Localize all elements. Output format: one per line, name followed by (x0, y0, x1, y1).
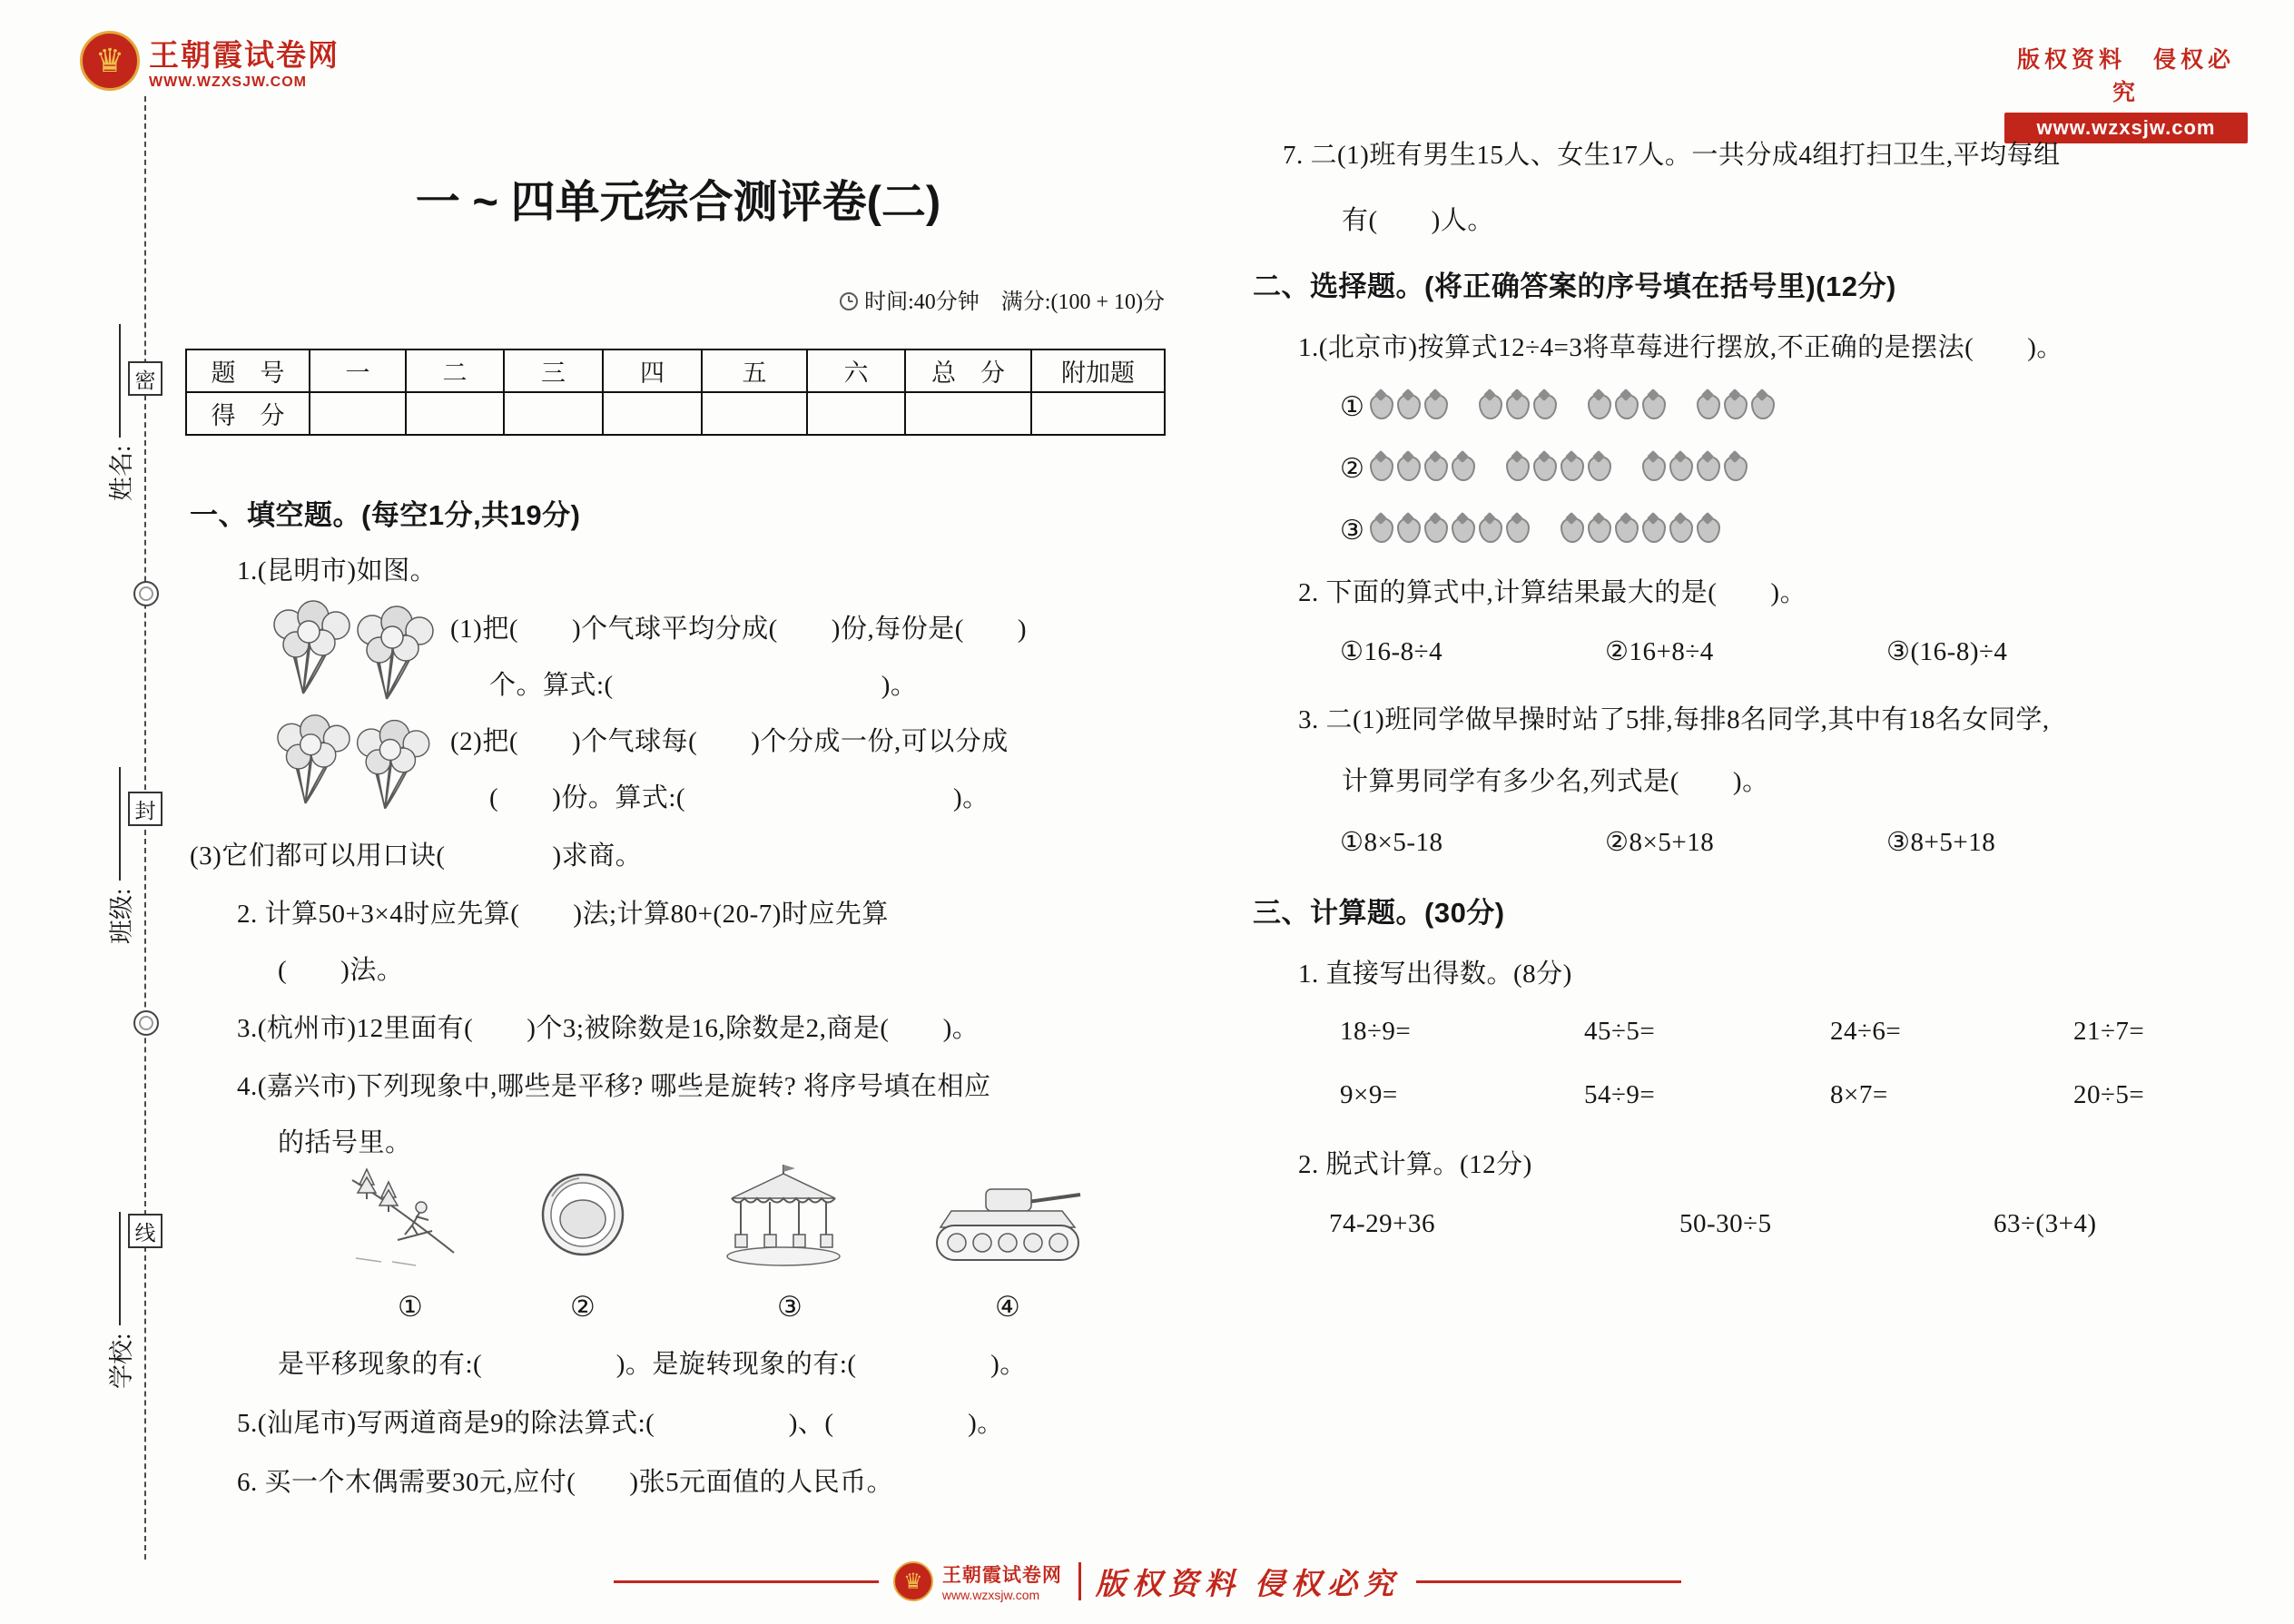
copyright-block (2004, 42, 2248, 143)
logo-url: WWW.WZXSJW.COM (149, 74, 307, 90)
s1-q1-part2-line1: (2)把( )个气球每( )个分成一份,可以分成 (450, 727, 1009, 756)
s2-q1-stem: 1.(北京市)按算式12÷4=3将草莓进行摆放,不正确的是摆法( )。 (1298, 333, 2063, 362)
strawberry-icon (1588, 394, 1611, 419)
exam-meta-text: 时间:40分钟 满分:(100 + 10)分 (864, 290, 1165, 314)
score-col-header: 附加题 (1031, 349, 1165, 392)
strawberry-icon (1370, 456, 1393, 481)
strawberry-arrangement-1 (1340, 381, 1804, 432)
s3-q2-stem: 2. 脱式计算。(12分) (1298, 1150, 1532, 1179)
score-cell (406, 392, 504, 435)
seal-char: 封 (134, 799, 156, 822)
score-col-header: 一 (310, 349, 406, 392)
strawberry-icon (1506, 394, 1530, 419)
calc-item: 20÷5= (2073, 1080, 2145, 1109)
score-cell (807, 392, 905, 435)
footer-rule-left (614, 1580, 879, 1583)
s1-q6: 6. 买一个木偶需要30元,应付( )张5元面值的人民币。 (237, 1468, 894, 1497)
section1-title: 一、填空题。(每空1分,共19分) (190, 499, 581, 531)
strawberry-icon (1669, 456, 1693, 481)
strawberry-icon (1452, 517, 1475, 543)
calc-expression: 74-29+36 (1329, 1209, 1436, 1238)
q4-image-label-3: ③ (777, 1291, 803, 1323)
copyright-url-banner: www.wzxsjw.com (2004, 113, 2248, 143)
score-col-header: 总 分 (905, 349, 1031, 392)
footer-logo-title: 王朝霞试卷网 (941, 1565, 1062, 1586)
footer-rule-right (1416, 1580, 1681, 1583)
clock-icon (839, 291, 859, 311)
seal-char: 密 (134, 369, 156, 392)
calc-item: 21÷7= (2073, 1017, 2145, 1046)
strawberry-icon (1424, 394, 1448, 419)
strawberry-icon (1751, 394, 1775, 419)
s1-q7-line2: 有( )人。 (1342, 206, 1494, 235)
strawberry-icon (1397, 517, 1421, 543)
footer-divider (1078, 1562, 1081, 1600)
s1-q1-part1-line1: (1)把( )个气球平均分成( )份,每份是( ) (450, 615, 1028, 644)
q4-image-label-4: ④ (995, 1291, 1021, 1323)
strawberry-icon (1479, 394, 1502, 419)
strawberry-icon (1724, 456, 1748, 481)
strawberry-icon (1424, 517, 1448, 543)
carousel-image (717, 1162, 850, 1271)
s1-q1-part3: (3)它们都可以用口诀( )求商。 (190, 842, 643, 871)
balloons-illustration-2 (261, 712, 439, 822)
name-write-line (119, 324, 121, 438)
strawberry-icon (1370, 517, 1393, 543)
score-col-header: 二 (406, 349, 504, 392)
wheel-image (539, 1171, 626, 1258)
s1-q2-line2: ( )法。 (278, 956, 404, 985)
s1-q3: 3.(杭州市)12里面有( )个3;被除数是16,除数是2,商是( )。 (237, 1014, 980, 1043)
class-write-line (119, 767, 121, 881)
s1-q1-stem: 1.(昆明市)如图。 (237, 556, 438, 586)
s3-q1-stem: 1. 直接写出得数。(8分) (1298, 960, 1572, 989)
name-field-label (102, 324, 137, 501)
strawberry-icon (1724, 394, 1748, 419)
page-title: 一 ~ 四单元综合测评卷(二) (415, 178, 941, 227)
exam-meta (185, 283, 1165, 315)
footer-copyright-notice: 版权资料 侵权必究 (1095, 1568, 1401, 1601)
strawberry-icon (1697, 517, 1720, 543)
strawberry-icon (1452, 456, 1475, 481)
arrangement-label: ③ (1340, 515, 1364, 546)
calc-expression: 50-30÷5 (1679, 1209, 1772, 1238)
s1-q1-part2-line2: ( )份。算式:( )。 (489, 783, 989, 812)
site-logo (80, 31, 340, 91)
strawberry-icon (1533, 394, 1557, 419)
strawberry-icon (1506, 517, 1530, 543)
strawberry-groups (1368, 517, 1749, 543)
score-cell (702, 392, 807, 435)
strawberry-icon (1642, 394, 1666, 419)
score-table-score-row (186, 392, 1165, 435)
s1-q2-line1: 2. 计算50+3×4时应先算( )法;计算80+(20-7)时应先算 (237, 900, 889, 929)
calc-item: 45÷5= (1584, 1017, 1656, 1046)
strawberry-icon (1588, 517, 1611, 543)
s2-q3-option-2: ②8×5+18 (1605, 828, 1715, 857)
score-cell (504, 392, 603, 435)
s1-q4-answer-line: 是平移现象的有:( )。是旋转现象的有:( )。 (278, 1350, 1027, 1379)
class-label-text: 班级: (108, 888, 135, 944)
s1-q4-line2: 的括号里。 (278, 1128, 412, 1157)
strawberry-arrangement-2 (1340, 443, 1777, 494)
score-table (185, 349, 1166, 436)
section3-title: 三、计算题。(30分) (1253, 897, 1505, 929)
logo-text (149, 32, 340, 91)
footer-logo-url: www.wzxsjw.com (941, 1588, 1040, 1602)
q4-image-label-2: ② (570, 1291, 596, 1323)
score-col-header: 题 号 (186, 349, 310, 392)
s2-q2-stem: 2. 下面的算式中,计算结果最大的是( )。 (1298, 578, 1807, 607)
strawberry-icon (1533, 456, 1557, 481)
strawberry-groups (1368, 394, 1804, 419)
footer-crown-logo-icon: ♛ (893, 1561, 933, 1601)
score-col-header: 六 (807, 349, 905, 392)
strawberry-icon (1642, 517, 1666, 543)
strawberry-icon (1479, 517, 1502, 543)
seal-ornament-icon (133, 1010, 159, 1036)
strawberry-icon (1615, 517, 1639, 543)
strawberry-icon (1506, 456, 1530, 481)
s2-q3-option-3: ③8+5+18 (1886, 828, 1996, 857)
score-cell (1031, 392, 1165, 435)
balloons-illustration-1 (261, 597, 439, 714)
page-footer (614, 1556, 1681, 1607)
score-col-header: 五 (702, 349, 807, 392)
school-write-line (119, 1212, 121, 1325)
copyright-notice: 版权资料 侵权必究 (2016, 48, 2235, 105)
tank-image (926, 1175, 1086, 1267)
s1-q5: 5.(汕尾市)写两道商是9的除法算式:( )、( )。 (237, 1409, 1004, 1438)
s2-q3-line2: 计算男同学有多少名,列式是( )。 (1342, 767, 1769, 796)
score-table-header-row (186, 349, 1165, 392)
seal-dashed-line (144, 96, 146, 1560)
strawberry-icon (1397, 394, 1421, 419)
s2-q2-option-3: ③(16-8)÷4 (1886, 637, 2008, 666)
s2-q3-line1: 3. 二(1)班同学做早操时站了5排,每排8名同学,其中有18名女同学, (1298, 705, 2050, 734)
skier-image (345, 1160, 459, 1271)
calc-item: 9×9= (1340, 1080, 1398, 1109)
seal-char: 线 (134, 1221, 156, 1245)
s1-q4-line1: 4.(嘉兴市)下列现象中,哪些是平移? 哪些是旋转? 将序号填在相应 (237, 1072, 991, 1101)
strawberry-icon (1424, 456, 1448, 481)
seal-marker-feng (128, 792, 162, 826)
calc-expression: 63÷(3+4) (1994, 1209, 2097, 1238)
score-col-header: 四 (603, 349, 702, 392)
calc-item: 54÷9= (1584, 1080, 1656, 1109)
section2-title: 二、选择题。(将正确答案的序号填在括号里)(12分) (1253, 271, 1896, 302)
score-cell (603, 392, 702, 435)
score-cell (905, 392, 1031, 435)
calc-item: 18÷9= (1340, 1017, 1412, 1046)
strawberry-icon (1697, 456, 1720, 481)
score-cell (310, 392, 406, 435)
school-label-text: 学校: (108, 1333, 135, 1389)
seal-ornament-icon (133, 581, 159, 606)
strawberry-icon (1615, 394, 1639, 419)
strawberry-icon (1642, 456, 1666, 481)
q4-image-label-1: ① (398, 1291, 424, 1323)
footer-logo-text (942, 1560, 1062, 1602)
crown-logo-icon: ♛ (80, 31, 140, 91)
arrangement-label: ① (1340, 391, 1364, 422)
s2-q2-option-1: ①16-8÷4 (1340, 637, 1443, 666)
s2-q2-option-2: ②16+8÷4 (1605, 637, 1714, 666)
strawberry-icon (1561, 456, 1584, 481)
s2-q3-option-1: ①8×5-18 (1340, 828, 1443, 857)
strawberry-groups (1368, 456, 1777, 481)
calc-item: 8×7= (1830, 1080, 1888, 1109)
logo-title: 王朝霞试卷网 (149, 37, 340, 72)
arrangement-label: ② (1340, 453, 1364, 484)
name-label-text: 姓名: (108, 445, 135, 501)
s1-q7-line1: 7. 二(1)班有男生15人、女生17人。一共分成4组打扫卫生,平均每组 (1283, 141, 2061, 170)
strawberry-icon (1561, 517, 1584, 543)
strawberry-icon (1669, 517, 1693, 543)
strawberry-icon (1397, 456, 1421, 481)
score-row-label: 得 分 (186, 392, 310, 435)
seal-marker-xian (128, 1214, 162, 1248)
score-col-header: 三 (504, 349, 603, 392)
strawberry-icon (1588, 456, 1611, 481)
s1-q1-part1-line2: 个。算式:( )。 (489, 671, 918, 700)
strawberry-icon (1370, 394, 1393, 419)
seal-marker-mi (128, 361, 162, 396)
strawberry-arrangement-3 (1340, 505, 1749, 556)
calc-item: 24÷6= (1830, 1017, 1902, 1046)
strawberry-icon (1697, 394, 1720, 419)
